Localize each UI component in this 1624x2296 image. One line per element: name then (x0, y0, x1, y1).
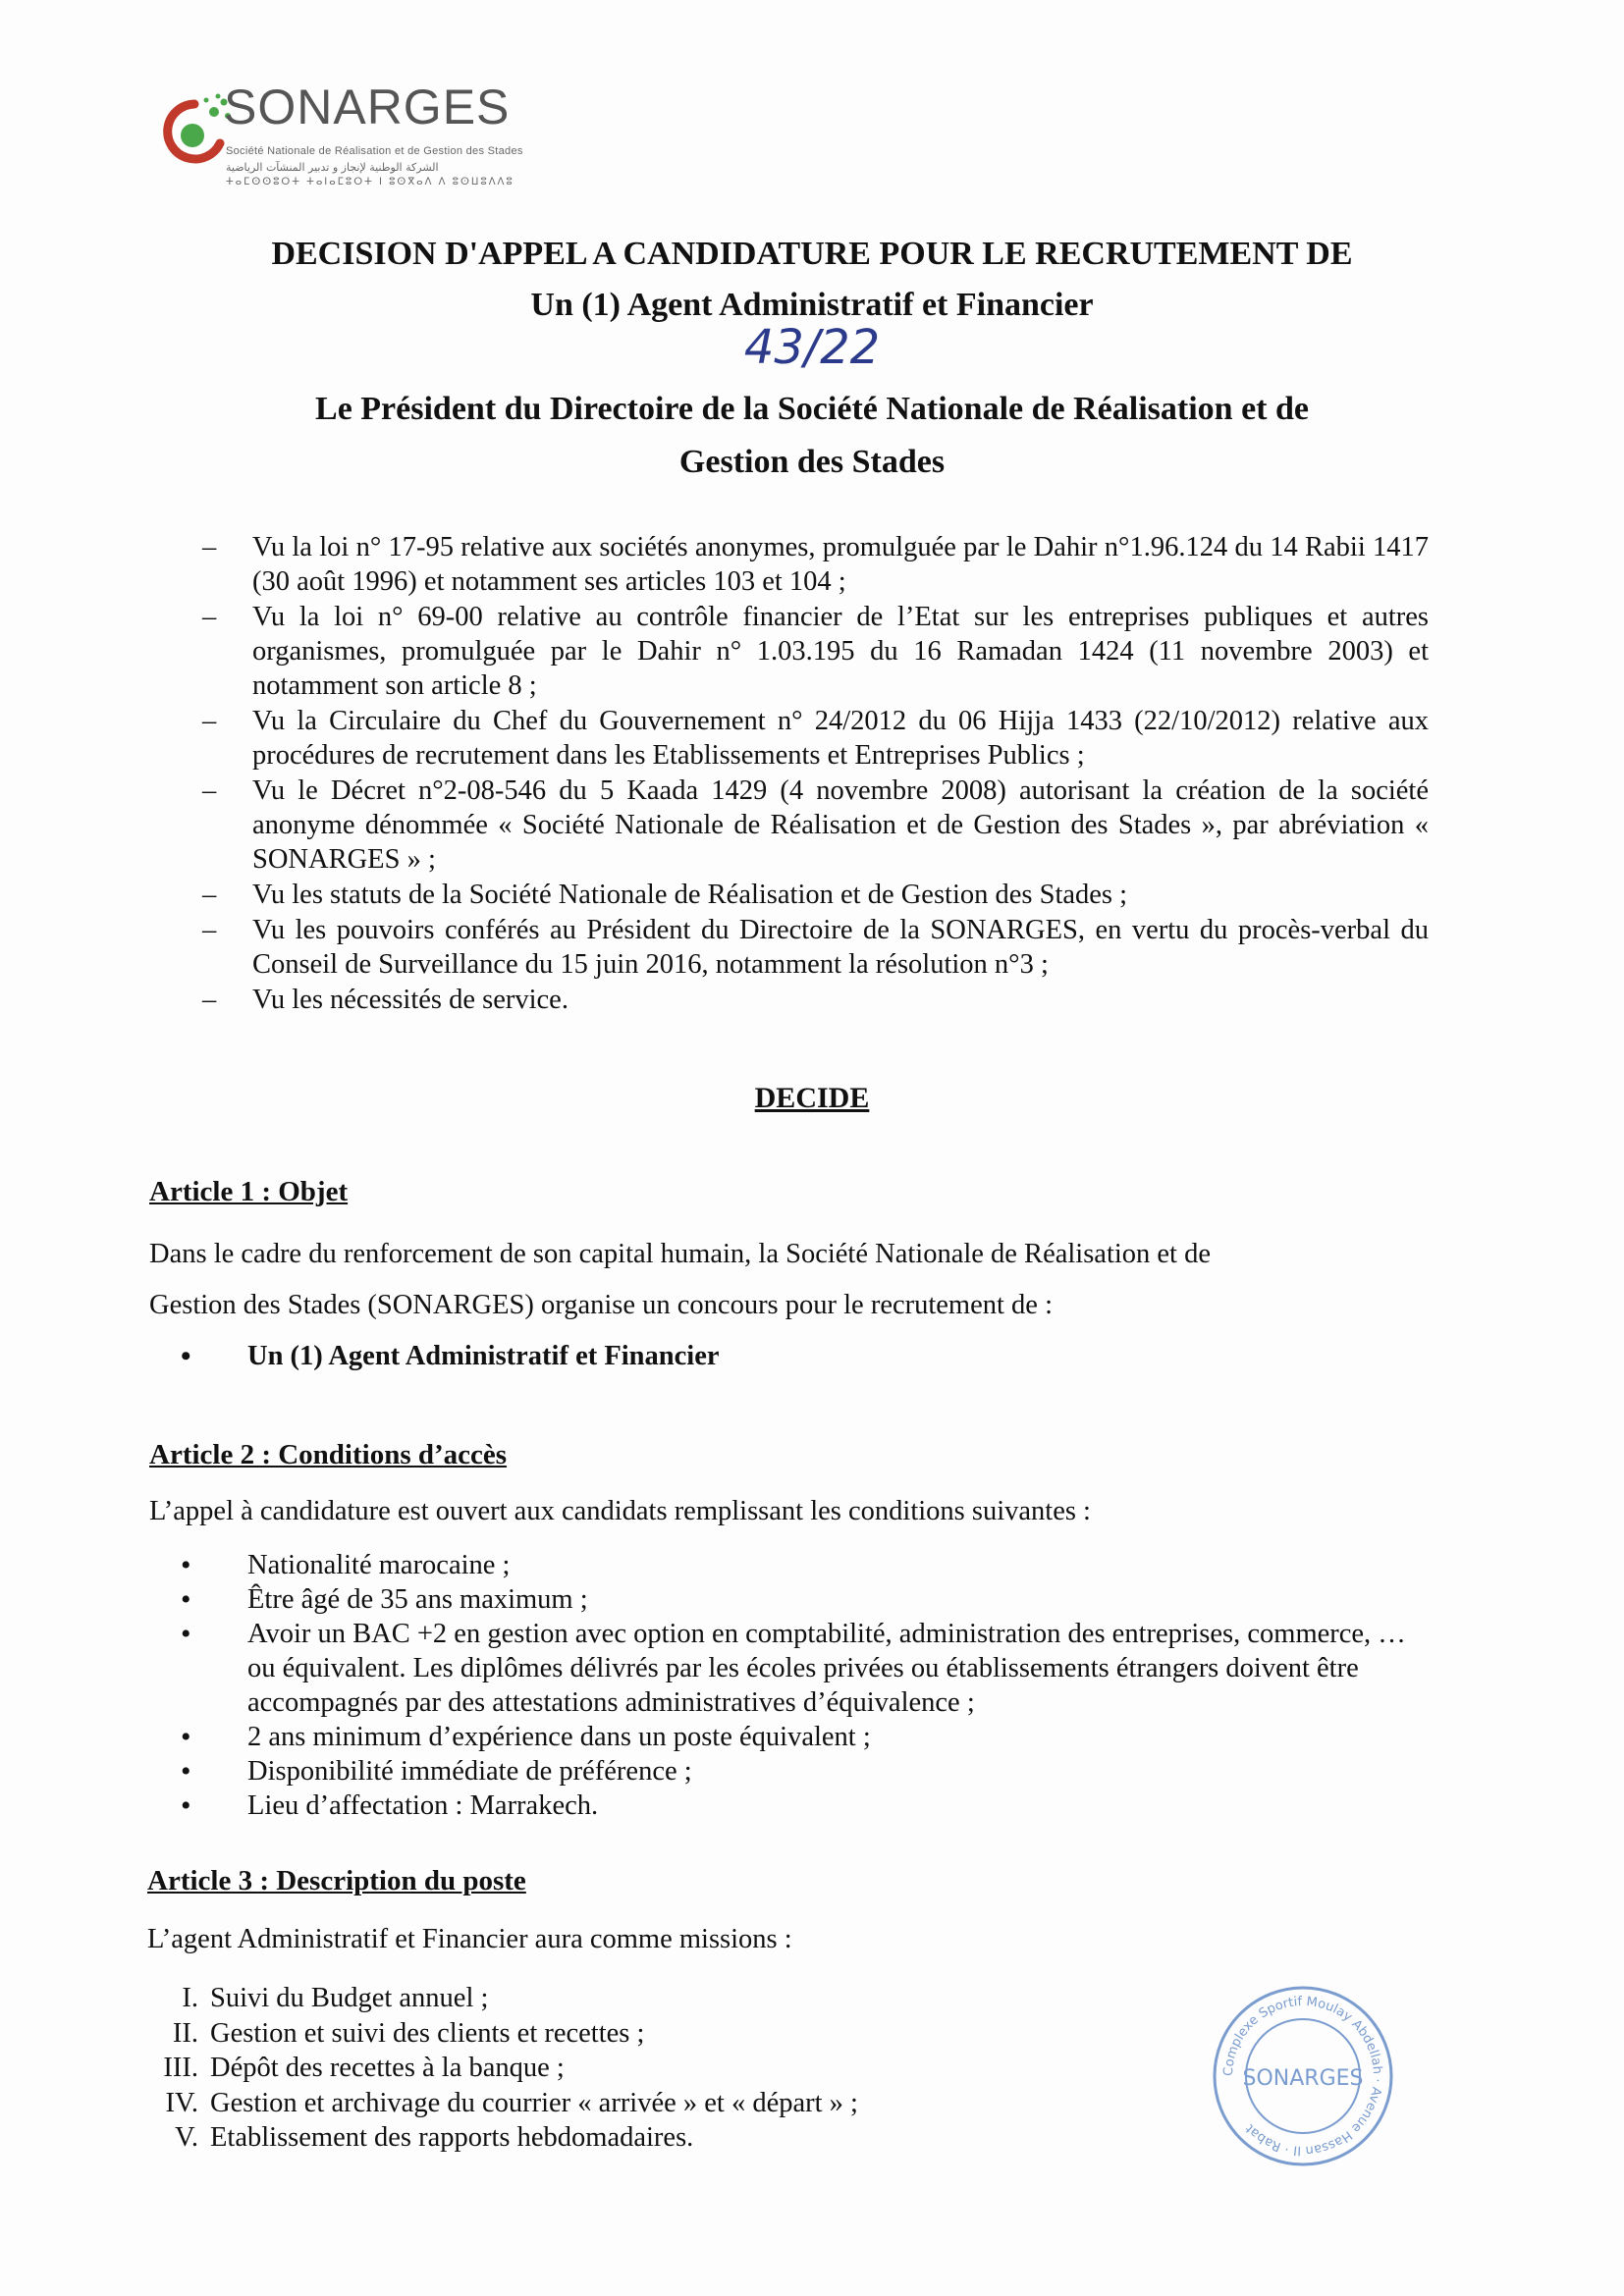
article1-bullet-item: • Un (1) Agent Administratif et Financier (175, 1339, 1451, 1373)
article1-text-line2: Gestion des Stades (SONARGES) organise un concours pour le recrutement de : (149, 1290, 1053, 1320)
consideration-item: – Vu les nécessités de service. (196, 983, 1429, 1017)
mission-number: IV. (165, 2087, 198, 2118)
mission-text: Dépôt des recettes à la banque ; (210, 2053, 565, 2083)
consideration-item: – Vu la loi n° 69-00 relative au contrôle financier de l’Etat sur les entreprises publiques et autres organismes, promulguée par le Dahir n° 1.03.195 du 16 Ramadan 1424 (11 novembre 2003) et notamment son article 8 ; (196, 600, 1429, 703)
consideration-item: – Vu le Décret n°2-08-546 du 5 Kaada 1429 (4 novembre 2008) autorisant la création de la société anonyme dénommée « Société Nationale de Réalisation et de Gestion des Stades », par abréviation « SONARGES » ; (196, 774, 1429, 877)
logo-wordmark: SONARGES (224, 80, 511, 134)
authority-title-line1: Le Président du Directoire de la Société Nationale de Réalisation et de (315, 391, 1309, 427)
article1-heading: Article 1 : Objet (149, 1176, 349, 1207)
article1-text-line1: Dans le cadre du renforcement de son capital humain, la Société Nationale de Réalisation et de (149, 1239, 1211, 1269)
consideration-item: – Vu les pouvoirs conférés au Président du Directoire de la SONARGES, en vertu du procès-verbal du Conseil de Surveillance du 15 juin 2016, notamment la résolution n°3 ; (196, 913, 1429, 982)
article2-intro: L’appel à candidature est ouvert aux candidats remplissant les conditions suivantes : (149, 1496, 1091, 1526)
condition-item: • Disponibilité immédiate de préférence ; (175, 1754, 1412, 1789)
mission-number: III. (163, 2053, 198, 2083)
authority-title-line2: Gestion des Stades (678, 444, 946, 480)
decision-title: DECISION D'APPEL A CANDIDATURE POUR LE RECRUTEMENT DE (271, 236, 1353, 272)
mission-item (147, 2086, 858, 2121)
logo-subtitle-ar: الشركة الوطنية لإنجاز و تدبير المنشآت الرياضية (226, 161, 439, 174)
logo-subtitle-tifinagh: ⵜⴰⵎⵙⵙⵓⵔⵜ ⵜⴰⵏⴰⵎⵓⵔⵜ ⵏ ⵓⵙⴳⴰⴷ ⴷ ⵓⵙⵡⵓⴷⴷⵓ (226, 177, 514, 187)
stamp-center-text: SONARGES (1242, 2066, 1364, 2091)
considerations-list (196, 530, 1429, 1018)
mission-number: I. (182, 1983, 198, 2013)
condition-item: • Être âgé de 35 ans maximum ; (175, 1582, 1412, 1617)
mission-item (147, 2051, 858, 2086)
sonarges-logo (155, 80, 568, 202)
mission-text: Gestion et suivi des clients et recettes ; (210, 2017, 645, 2049)
mission-number: II. (172, 2017, 198, 2049)
mission-text: Suivi du Budget annuel ; (210, 1983, 489, 2013)
mission-item (147, 2016, 858, 2052)
mission-text: Gestion et archivage du courrier « arrivée » et « départ » ; (210, 2087, 858, 2118)
article2-conditions-list (175, 1548, 1412, 1823)
article3-intro: L’agent Administratif et Financier aura comme missions : (147, 1924, 792, 1954)
condition-item: • Lieu d’affectation : Marrakech. (175, 1789, 1412, 1823)
mission-item (147, 1981, 858, 2016)
consideration-item: – Vu les statuts de la Société Nationale de Réalisation et de Gestion des Stades ; (196, 878, 1429, 912)
company-stamp-icon (1210, 1983, 1396, 2169)
condition-item: • Nationalité marocaine ; (175, 1548, 1412, 1582)
mission-number: V. (174, 2122, 198, 2153)
handwritten-reference-number: 43/22 (743, 320, 881, 375)
position-title: Un (1) Agent Administratif et Financier (530, 287, 1094, 323)
stamp-ring-text: Complexe Sportif Moulay Abdellah · Avenue Hassan II · Rabat (1220, 1994, 1385, 2159)
logo-subtitle-fr: Société Nationale de Réalisation et de Gestion des Stades (226, 145, 523, 157)
article3-heading: Article 3 : Description du poste (147, 1865, 526, 1896)
consideration-item: – Vu la loi n° 17-95 relative aux sociétés anonymes, promulguée par le Dahir n°1.96.124 du 14 Rabii 1417 (30 août 1996) et notamment ses articles 103 et 104 ; (196, 530, 1429, 599)
logo-mark-icon (155, 92, 234, 171)
article3-missions-list (147, 1981, 858, 2156)
mission-item (147, 2120, 858, 2156)
mission-text: Etablissement des rapports hebdomadaires. (210, 2122, 694, 2153)
condition-item: • 2 ans minimum d’expérience dans un poste équivalent ; (175, 1720, 1412, 1754)
consideration-item: – Vu la Circulaire du Chef du Gouvernement n° 24/2012 du 06 Hijja 1433 (22/10/2012) relative aux procédures de recrutement dans les Etablissements et Entreprises Publics ; (196, 704, 1429, 773)
article2-heading: Article 2 : Conditions d’accès (149, 1439, 508, 1470)
decide-heading: DECIDE (754, 1082, 870, 1114)
condition-item: • Avoir un BAC +2 en gestion avec option en comptabilité, administration des entreprises, commerce, …ou équivalent. Les diplômes délivrés par les écoles privées ou établissements étrangers doivent être accompagnés par des attestations administratives d’équivalence ; (175, 1617, 1412, 1720)
article1-bullets (175, 1339, 1451, 1373)
